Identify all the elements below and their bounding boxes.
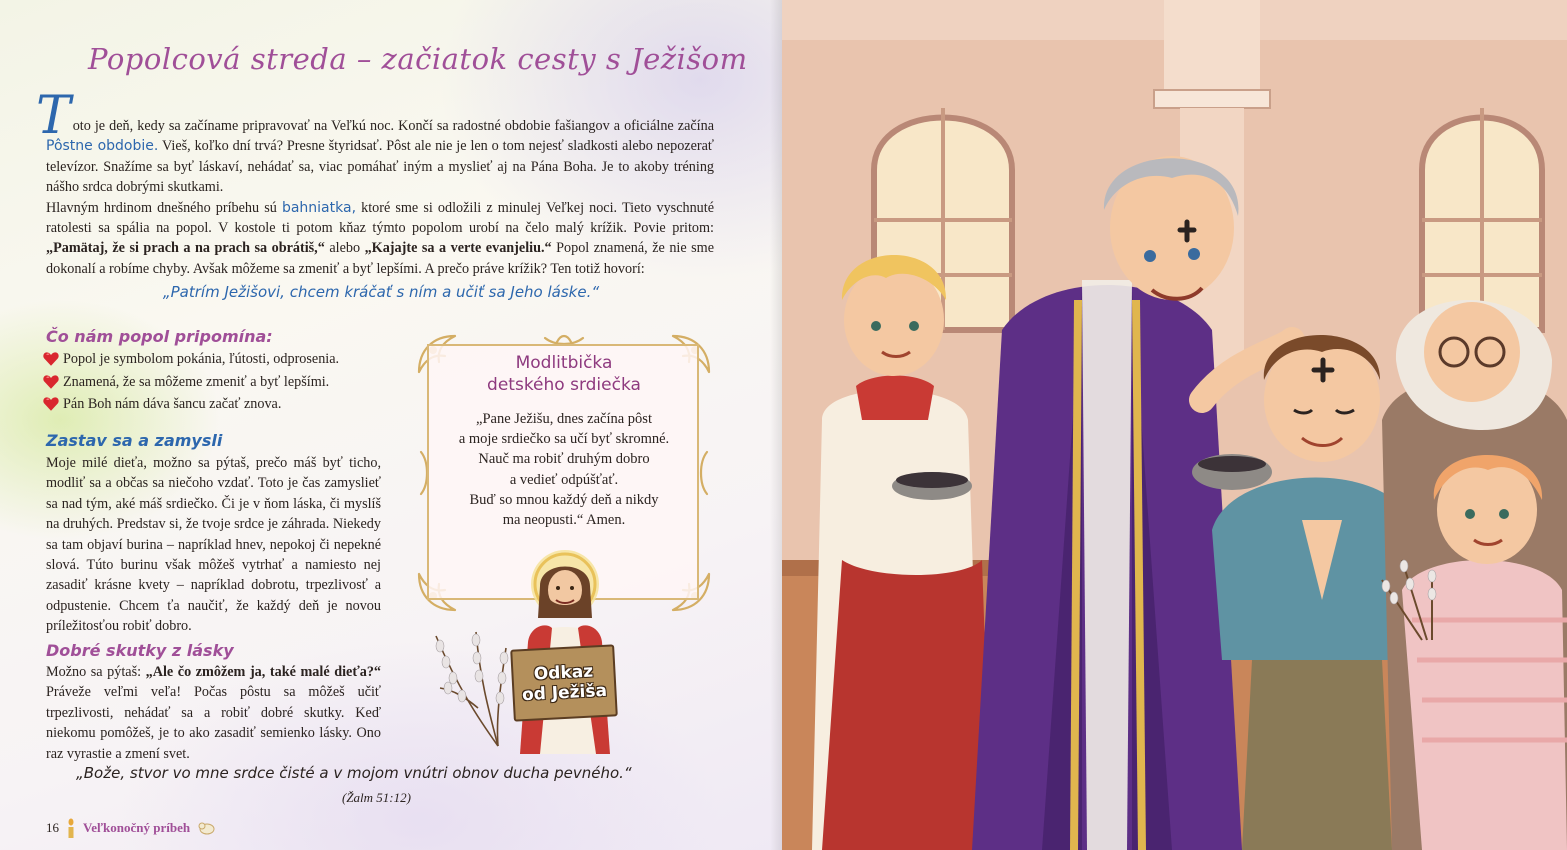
- dobre-text: [46, 662, 381, 764]
- prayer-line: Buď so mnou každý deň a nikdy: [469, 491, 659, 508]
- jesus-sign: [510, 644, 618, 721]
- popol-list: [42, 348, 339, 416]
- highlight-bahniatka: bahniatka,: [281, 199, 357, 216]
- zastav-text: Moje milé dieťa, možno sa pýtaš, prečo máš byť ticho, modliť sa a občas sa niečoho vzdať. Toto je čas zamyslieť sa nad tým, aké máš srdiečko. Či je v ňom láska, či myslíš na druhých. Predstav si, že tvoje srdce je záhrada. Niekedy sa tam objaví burina – napríklad hnev, nepokoj či nepekné slová. Túto burinu však môžeš vytrhať a namiesto nej zasadiť krásne kvety – napríklad dobrotu, trpezlivosť a odpustenie. Chcem ťa naučiť, že každý deň je novou príležitosťou robiť dobro.: [46, 455, 381, 635]
- jesus-sign-line: Odkaz: [533, 661, 594, 685]
- intro-text-run: oto je deň, kedy sa začíname pripravovať na Veľkú noc. Končí sa radostné obdobie fašiangov a oficiálne začína: [72, 118, 714, 134]
- candle-icon: [67, 818, 75, 838]
- list-item-text: Znamená, že sa môžeme zmeniť a byť lepšími.: [63, 373, 330, 390]
- list-item: [42, 371, 339, 394]
- lamb-icon: [198, 819, 216, 837]
- psalm-quote: „Bože, stvor vo mne srdce čisté a v mojom vnútri obnov ducha pevného.“: [76, 764, 632, 782]
- gutter-shadow: [770, 0, 782, 850]
- dobre-heading: Dobré skutky z lásky: [46, 641, 234, 660]
- prayer-line: a vedieť odpúšťať.: [509, 471, 619, 488]
- ash-wednesday-scene: [782, 0, 1567, 850]
- willow-branch-illustration: [418, 628, 510, 748]
- intro-text-run: alebo: [329, 240, 361, 257]
- prayer-title-line: Modlitbička: [515, 353, 613, 373]
- list-item: [42, 393, 339, 416]
- book-title: Veľkonočný príbeh: [83, 820, 191, 835]
- zastav-heading: Zastav sa a zamysli: [46, 431, 223, 450]
- psalm-reference: (Žalm 51:12): [342, 790, 411, 805]
- dobre-bold-question: „Ale čo zmôžem ja, také malé dieťa?“: [145, 664, 382, 680]
- intro-text-run: Popol znamená, že nie sme dokonalí a robíme chyby. Avšak môžeme sa zmeniť a byť lepšími. A prečo práve krížik? Ten totiž hovorí:: [46, 240, 715, 277]
- left-page: [0, 0, 782, 850]
- jesus-sign-line: od Ježiša: [521, 680, 608, 706]
- page-number: 16: [46, 820, 59, 835]
- list-item-text: Pán Boh nám dáva šancu začať znova.: [63, 396, 282, 413]
- heart-bullet-icon: [42, 373, 60, 391]
- intro-text-run: Hlavným hrdinom dnešného príbehu sú: [46, 199, 277, 216]
- quote-pamataj: „Pamätaj, že si prach a na prach sa obrátiš,“: [46, 240, 325, 257]
- prayer-line: ma neopusti.“ Amen.: [502, 512, 626, 529]
- quote-kajajte: „Kajajte sa a verte evanjeliu.“: [364, 240, 552, 257]
- intro-text-run: ktoré sme si odložili z minulej Veľkej noci. Tieto vyschnuté ratolesti sa spália na popol. V kostole ti potom kňaz týmto popolom urobí na čelo malý krížik. Povie pritom:: [46, 199, 715, 237]
- popol-heading: Čo nám popol pripomína:: [46, 327, 273, 346]
- dobre-text-run: Práveže veľmi veľa! Počas pôstu sa môžeš učiť trpezlivosti, nehádať sa a robiť dobré skutky. Keď niekomu pomôžeš, je to ako zasadiť semienko lásky. Ono raz vyrastie a zmení svet.: [46, 684, 381, 762]
- list-item: [42, 348, 339, 371]
- dobre-text-run: Možno sa pýtaš:: [46, 664, 142, 680]
- heart-bullet-icon: [42, 395, 60, 413]
- prayer-title-line: detského srdiečka: [487, 375, 641, 395]
- right-page-illustration: [782, 0, 1567, 850]
- heart-bullet-icon: [42, 350, 60, 368]
- prayer-line: „Pane Ježišu, dnes začína pôst: [476, 411, 652, 427]
- drop-cap: T: [36, 86, 71, 146]
- prayer-text: [435, 409, 693, 530]
- list-item-text: Popol je symbolom pokánia, ľútosti, odprosenia.: [63, 351, 340, 368]
- intro-paragraph-1: [36, 86, 714, 198]
- page-footer: [46, 818, 216, 838]
- page-title: Popolcová streda – začiatok cesty s Ježišom: [88, 42, 748, 76]
- prayer-title: [415, 352, 713, 396]
- prayer-line: a moje srdiečko sa učí byť skromné.: [458, 431, 670, 448]
- church-window-right: [1422, 108, 1542, 330]
- cross-quote: „Patrím Ježišovi, chcem kráčať s ním a učiť sa Jeho láske.“: [162, 283, 600, 301]
- prayer-line: Nauč ma robiť druhým dobro: [478, 451, 650, 468]
- highlight-postne-obdobie: Pôstne obdobie.: [46, 138, 159, 155]
- intro-text-run: Vieš, koľko dní trvá? Presne štyridsať. Pôst ale nie je len o tom nejesť sladkosti alebo nepozerať televízor. Snažíme sa byť láskaví, nehádať sa, viac pomáhať iným a myslieť aj na Pána Boha. Je to akoby tréning nášho srdca dobrými skutkami.: [46, 138, 714, 196]
- intro-text: [36, 86, 715, 279]
- intro-paragraph-2: [46, 198, 714, 280]
